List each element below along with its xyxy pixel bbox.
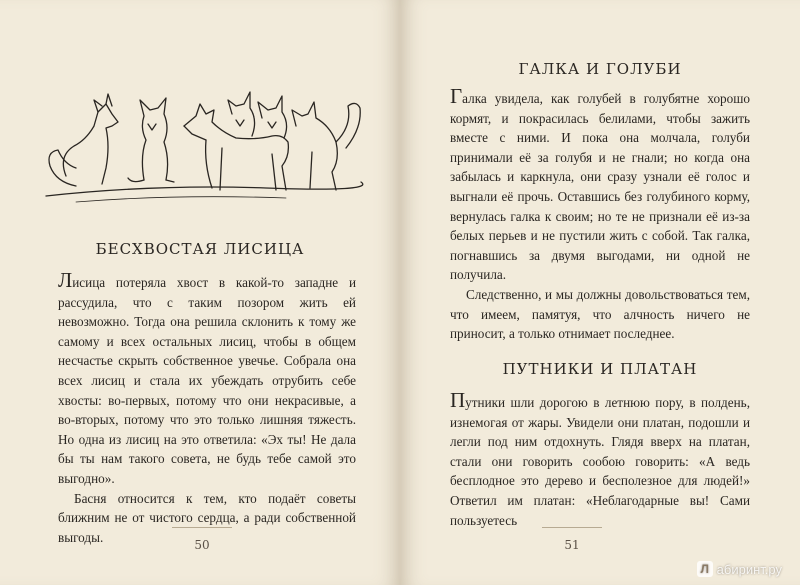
folio-divider [542, 527, 602, 528]
story-body-jackdaw [450, 84, 750, 344]
right-page [400, 0, 800, 585]
dropcap: П [450, 388, 466, 412]
story-body-travellers [450, 388, 750, 530]
foxes-illustration [36, 56, 366, 206]
paragraph: Следственно, и мы должны довольствоваться тем, что имеем, памятуя, что алчность ничего не приносит, а только отнимает последнее. [450, 286, 750, 342]
labirint-watermark [697, 561, 782, 577]
page-number-right: 51 [564, 538, 580, 552]
folio-divider [172, 527, 232, 528]
paragraph-text: алка увидела, как голубей в голубятне хорошо кормят, и покрасилась белилами, чтобы зажить вместе с ними. И пока она молчала, голуби принимали её за голубя и не гнали; но когда она забылась и каркнула, они сразу узнали её голос и выгнали её прочь. Оставшись без голубиного корму, вернулась галка к своим; но те не признали её из-за белых перьев и не пустили жить с собой. Так галка, погнавшись за двумя выгодами, ни одной не получила. [450, 91, 750, 283]
paragraph [58, 268, 356, 489]
paragraph-text: исица потеряла хвост в какой-то западне и рассудила, что с таким позором жить ей невозможно. Тогда она решила склонить к тому же самому и всех остальных лисиц, чтобы в общем несчастье скрыть собственное увечье. Собрала она всех лисиц и стала их убеждать отрубить себе хвосты: во-первых, потому что они некрасивые, а во-вторых, потому что это только лишняя тяжесть. Но одна из лисиц на это ответила: «Эх ты! Не дала бы ты нам такого совета, не будь тебе самой это выгодно». [58, 275, 356, 486]
dropcap: Г [450, 84, 463, 108]
story-body-fox [58, 268, 356, 547]
paragraph [450, 388, 750, 530]
page-number-left: 50 [194, 538, 210, 552]
labirint-logo-icon: Л [697, 561, 713, 577]
story-title-fox: БЕСХВОСТАЯ ЛИСИЦА [95, 240, 305, 258]
dropcap: Л [58, 268, 73, 292]
paragraph [450, 84, 750, 285]
paragraph-text: утники шли дорогою в летнюю пору, в полдень, изнемогая от жары. Увидели они платан, подошли и легли под ним отдохнуть. Глядя вверх на платан, стали они говорить сообою говорить: «А ведь бесплодное это дерево и бесполезное для людей!» Ответил им платан: «Неблагодарные вы! Сами пользуетесь [450, 395, 750, 528]
watermark-text: абиринт.ру [716, 561, 782, 577]
paragraph: Басня относится к тем, кто подаёт советы ближним не от чистого сердца, а ради собственной выгоды. [58, 490, 356, 545]
story-title-travellers: ПУТНИКИ И ПЛАТАН [502, 360, 698, 378]
story-title-jackdaw: ГАЛКА И ГОЛУБИ [518, 60, 682, 78]
